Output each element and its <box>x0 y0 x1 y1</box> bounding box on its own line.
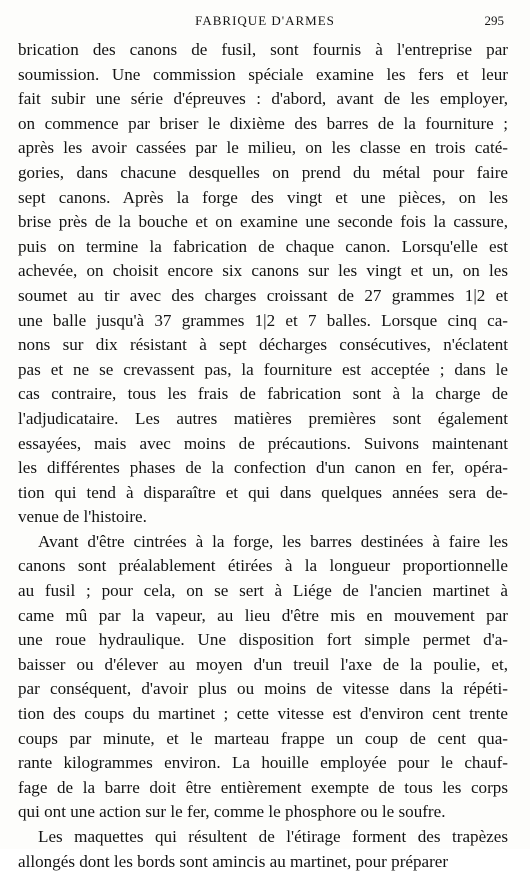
text-line: sept canons. Après la forge des vingt et une pièces, on les <box>18 187 508 207</box>
text-line: brication des canons de fusil, sont fournis à l'entreprise par <box>18 40 508 59</box>
text-line: cas contraire, tous les frais de fabrication sont à la charge de <box>18 384 508 404</box>
running-title: FABRIQUE D'ARMES <box>195 13 335 28</box>
text-line: on commence par briser le dixième des barres de la fourniture ; <box>18 113 508 133</box>
text-line: une balle jusqu'à 37 grammes 1|2 et 7 balles. Lorsque cinq ca- <box>18 310 508 330</box>
paragraph <box>18 530 508 825</box>
text-line: tion des coups du martinet ; cette vitesse est d'environ cent trente <box>18 704 508 724</box>
text-line: venue de l'histoire. <box>18 507 147 527</box>
text-line: au fusil ; pour cela, on se sert à Liége de l'ancien martinet à <box>18 581 508 601</box>
text-line: par conséquent, d'avoir plus ou moins de vitesse dans la répéti- <box>18 679 508 699</box>
text-line: fait subir une série d'épreuves : d'abord, avant de les employer, <box>18 89 508 109</box>
text-line: puis on termine la fabrication de chaque canon. Lorsqu'elle est <box>18 236 508 256</box>
text-line: Avant d'être cintrées à la forge, les barres destinées à faire les <box>38 531 508 551</box>
text-line: pas et ne se crevassent pas, la fourniture est acceptée ; dans le <box>18 359 508 379</box>
paragraph <box>18 825 508 874</box>
text-line: fage de la barre doit être entièrement exempte de tous les corps <box>18 777 508 797</box>
body-text <box>18 38 508 874</box>
text-line: brise près de la bouche et on examine une seconde fois la cassure, <box>18 212 508 232</box>
text-line: tion qui tend à disparaître et qui dans quelques années sera de- <box>18 482 508 502</box>
page-header <box>22 10 508 30</box>
text-line: une roue hydraulique. Une disposition fort simple permet d'a- <box>18 630 508 650</box>
paragraph <box>18 38 508 530</box>
text-line: came mû par la vapeur, au lieu d'être mis en mouvement par <box>18 605 508 625</box>
text-line: rante kilogrammes environ. La houille employée pour le chauf- <box>18 753 508 773</box>
text-line: soumet au tir avec des charges croissant de 27 grammes 1|2 et <box>18 285 508 305</box>
text-line: essayées, mais avec moins de précautions. Suivons maintenant <box>18 433 508 453</box>
text-line: les différentes phases de la confection d'un canon en fer, opéra- <box>18 458 508 478</box>
text-line: canons sont préalablement étirées à la longueur proportionnelle <box>18 556 508 576</box>
text-line: baisser ou d'élever au moyen d'un treuil l'axe de la poulie, et, <box>18 654 508 674</box>
page-number: 295 <box>484 13 504 28</box>
text-line: soumission. Une commission spéciale examine les fers et leur <box>18 64 508 84</box>
text-line: nons sur dix résistant à sept décharges consécutives, n'éclatent <box>18 335 508 355</box>
text-line: coups par minute, et le marteau frappe un coup de cent qua- <box>18 728 508 748</box>
text-line: l'adjudicataire. Les autres matières premières sont également <box>18 408 508 428</box>
text-line: Les maquettes qui résultent de l'étirage forment des trapèzes <box>38 827 508 846</box>
text-line: allongés dont les bords sont amincis au martinet, pour préparer <box>18 851 449 871</box>
text-line: gories, dans chacune desquelles on prend du métal pour faire <box>18 162 508 182</box>
text-line: après les avoir cassées par le milieu, on les classe en trois caté- <box>18 138 508 158</box>
text-line: qui ont une action sur le fer, comme le phosphore ou le soufre. <box>18 802 446 822</box>
text-line: achevée, on choisit encore six canons sur les vingt et un, on les <box>18 261 508 281</box>
